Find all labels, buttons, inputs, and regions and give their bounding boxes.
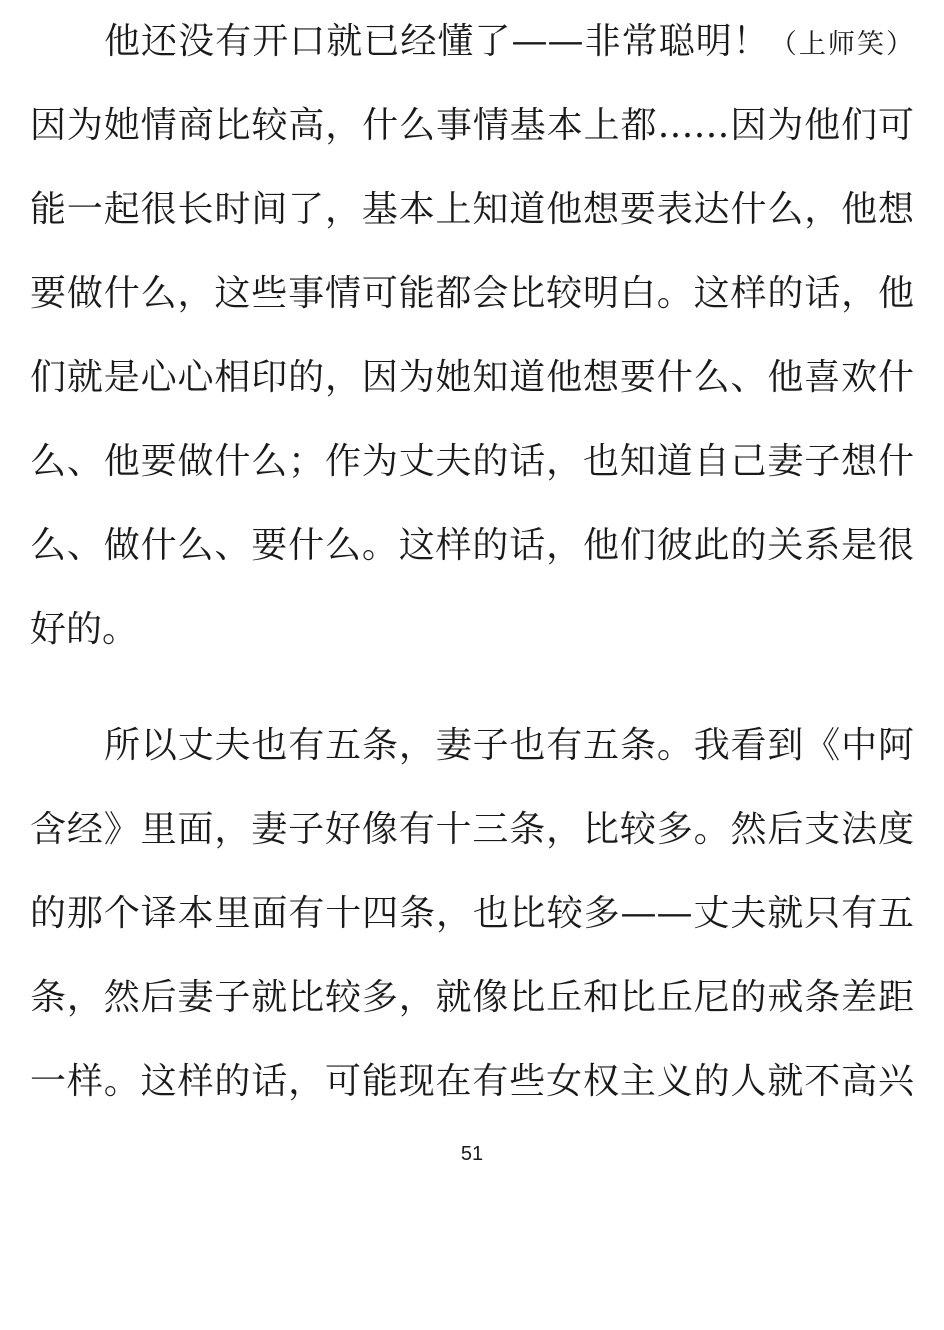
- paragraph-1-line-2: 因为她情商比较高，什么事情基本上都……因为他们可: [30, 105, 914, 146]
- paragraph-2-line-3: 的那个译本里面有十四条，也比较多——丈夫就只有五: [30, 893, 914, 934]
- paragraph-1-line-3: 能一起很长时间了，基本上知道他想要表达什么，他想: [30, 189, 914, 230]
- paragraph-1-line-8: 好的。: [30, 609, 139, 650]
- paragraph-2-line-5: 一样。这样的话，可能现在有些女权主义的人就不高兴: [30, 1061, 914, 1102]
- paragraph-2-line-2: 含经》里面，妻子好像有十三条，比较多。然后支法度: [30, 809, 914, 850]
- paragraph-1-line-1-text: 他还没有开口就已经懂了——非常聪明！: [104, 21, 770, 62]
- paragraph-1-line-6: 么、他要做什么；作为丈夫的话，也知道自己妻子想什: [30, 441, 914, 482]
- paragraph-1-line-5: 们就是心心相印的，因为她知道他想要什么、他喜欢什: [30, 357, 914, 398]
- paragraph-2-line-1: 所以丈夫也有五条，妻子也有五条。我看到《中阿: [104, 725, 914, 766]
- page-number: 51: [460, 1143, 484, 1165]
- paragraph-1-line-4: 要做什么，这些事情可能都会比较明白。这样的话，他: [30, 273, 914, 314]
- paragraph-2-line-4: 条，然后妻子就比较多，就像比丘和比丘尼的戒条差距: [30, 977, 914, 1018]
- paragraph-1-line-1: [104, 8, 914, 76]
- paragraph-1-line-7: 么、做什么、要什么。这样的话，他们彼此的关系是很: [30, 525, 914, 566]
- laughter-note: （上师笑）: [769, 29, 914, 60]
